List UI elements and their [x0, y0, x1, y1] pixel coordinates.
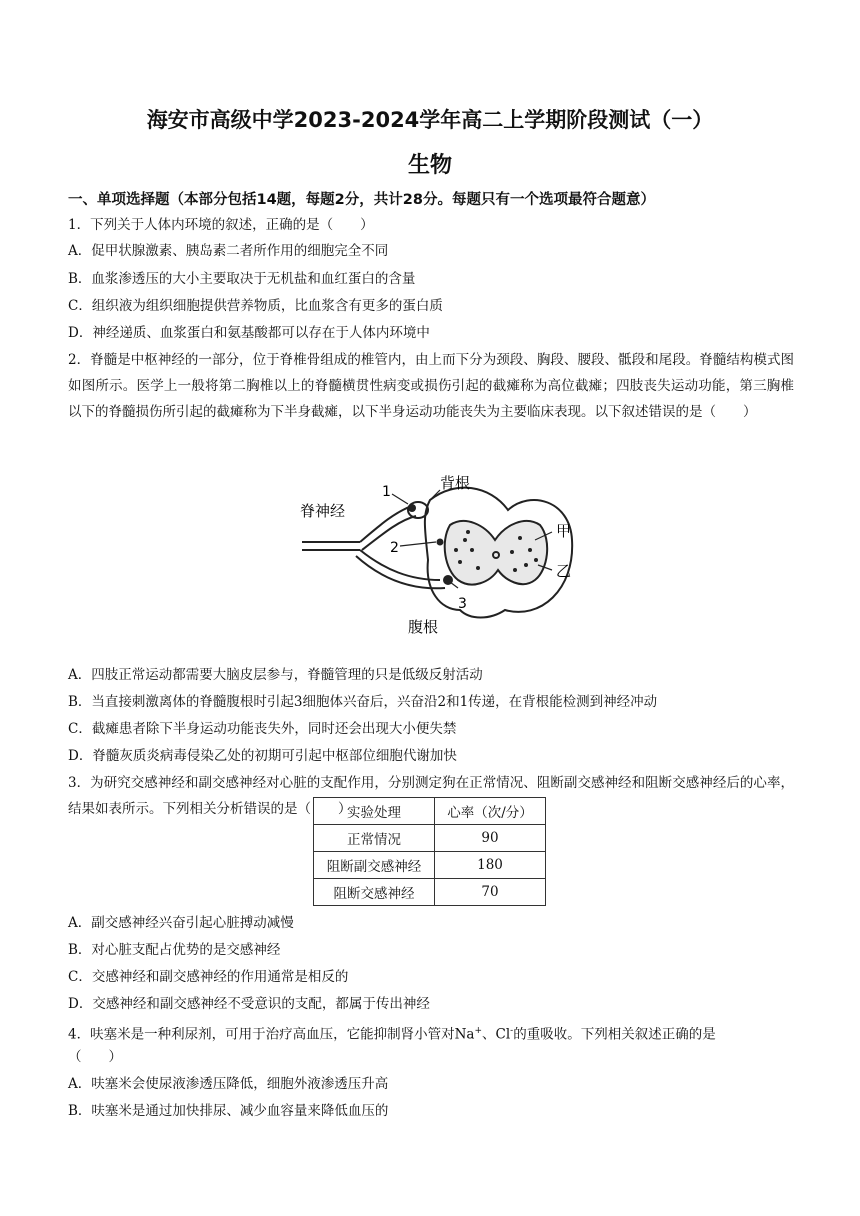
q3-option-b: B．对心脏支配占优势的是交感神经	[68, 942, 281, 958]
ventral-root-label: 腹根	[408, 618, 439, 636]
q4-option-a: A．呋塞米会使尿液渗透压降低，细胞外液渗透压升高	[68, 1076, 389, 1092]
q4-stem-part: 4．呋塞米是一种利尿剂，可用于治疗高血压，它能抑制肾小管对Na	[68, 1026, 475, 1043]
q4-option-b: B．呋塞米是通过加快排尿、减少血容量来降低血压的	[68, 1103, 389, 1119]
table-header-cell: 实验处理	[314, 798, 435, 825]
label-yi: 乙	[556, 562, 572, 580]
table-cell: 90	[435, 825, 546, 852]
table-cell: 阻断副交感神经	[314, 852, 435, 879]
q4-stem-part: 、Cl	[482, 1026, 511, 1043]
exam-title: 海安市高级中学2023-2024学年高二上学期阶段测试（一）	[146, 108, 714, 132]
table-cell: 阻断交感神经	[314, 879, 435, 906]
chloride-charge: -	[510, 1026, 514, 1036]
q2-option-c: C．截瘫患者除下半身运动功能丧失外，同时还会出现大小便失禁	[68, 721, 457, 737]
table-header-row	[314, 798, 546, 825]
q2-option-b: B．当直接刺激离体的脊髓腹根时引起3细胞体兴奋后，兴奋沿2和1传递，在背根能检测到神经冲动	[68, 694, 658, 710]
q1-option-b: B．血浆渗透压的大小主要取决于无机盐和血红蛋白的含量	[68, 271, 416, 287]
dorsal-root-label: 背根	[440, 474, 471, 492]
q1-stem: 1．下列关于人体内环境的叙述，正确的是（ ）	[68, 217, 374, 233]
q2-option-a: A．四肢正常运动都需要大脑皮层参与，脊髓管理的只是低级反射活动	[68, 667, 483, 683]
table-row	[314, 879, 546, 906]
q2-option-d: D．脊髓灰质炎病毒侵染乙处的初期可引起中枢部位细胞代谢加快	[68, 748, 457, 764]
table-cell: 70	[435, 879, 546, 906]
q2-stem: 2．脊髓是中枢神经的一部分，位于脊椎骨组成的椎管内，由上而下分为颈段、胸段、腰段、骶段和尾段。脊髓结构模式图如图所示。医学上一般将第二胸椎以上的脊髓横贯性病变或损伤引起的截瘫称为高位截瘫；四肢丧失运动功能，第三胸椎以下的脊髓损伤所引起的截瘫称为下半身截瘫，以下半身运动功能丧失为主要临床表现。以下叙述错误的是（ ）	[68, 352, 794, 420]
table-row	[314, 825, 546, 852]
spinal-nerve-label: 脊神经	[300, 502, 346, 520]
label-jia: 甲	[556, 522, 572, 540]
q4-stem-blank: （ ）	[68, 1049, 122, 1065]
table-header-cell: 心率（次/分）	[435, 798, 546, 825]
label-2: 2	[390, 540, 399, 556]
label-3: 3	[458, 596, 467, 612]
section-heading: 一、单项选择题（本部分包括14题，每题2分，共计28分。每题只有一个选项最符合题意）	[68, 192, 655, 208]
q3-option-a: A．副交感神经兴奋引起心脏搏动减慢	[68, 915, 294, 931]
q3-option-d: D．交感神经和副交感神经不受意识的支配，都属于传出神经	[68, 996, 430, 1012]
q3-option-c: C．交感神经和副交感神经的作用通常是相反的	[68, 969, 349, 985]
subject-title: 生物	[407, 153, 452, 178]
q1-option-d: D．神经递质、血浆蛋白和氨基酸都可以存在于人体内环境中	[68, 325, 430, 341]
table-cell: 180	[435, 852, 546, 879]
sodium-charge: +	[474, 1026, 482, 1036]
table-cell: 正常情况	[314, 825, 435, 852]
table-row	[314, 852, 546, 879]
label-1: 1	[382, 484, 391, 500]
spinal-cord-diagram	[290, 470, 590, 640]
q1-option-c: C．组织液为组织细胞提供营养物质，比血浆含有更多的蛋白质	[68, 298, 443, 314]
heart-rate-table	[313, 797, 546, 906]
q3-stem: 3．为研究交感神经和副交感神经对心脏的支配作用，分别测定狗在正常情况、阻断副交感神经和阻断交感神经后的心率，结果如表所示。下列相关分析错误的是（ ）	[68, 775, 794, 817]
q1-option-a: A．促甲状腺激素、胰岛素二者所作用的细胞完全不同	[68, 243, 389, 259]
q4-stem-part: 的重吸收。下列相关叙述正确的是	[513, 1026, 716, 1043]
